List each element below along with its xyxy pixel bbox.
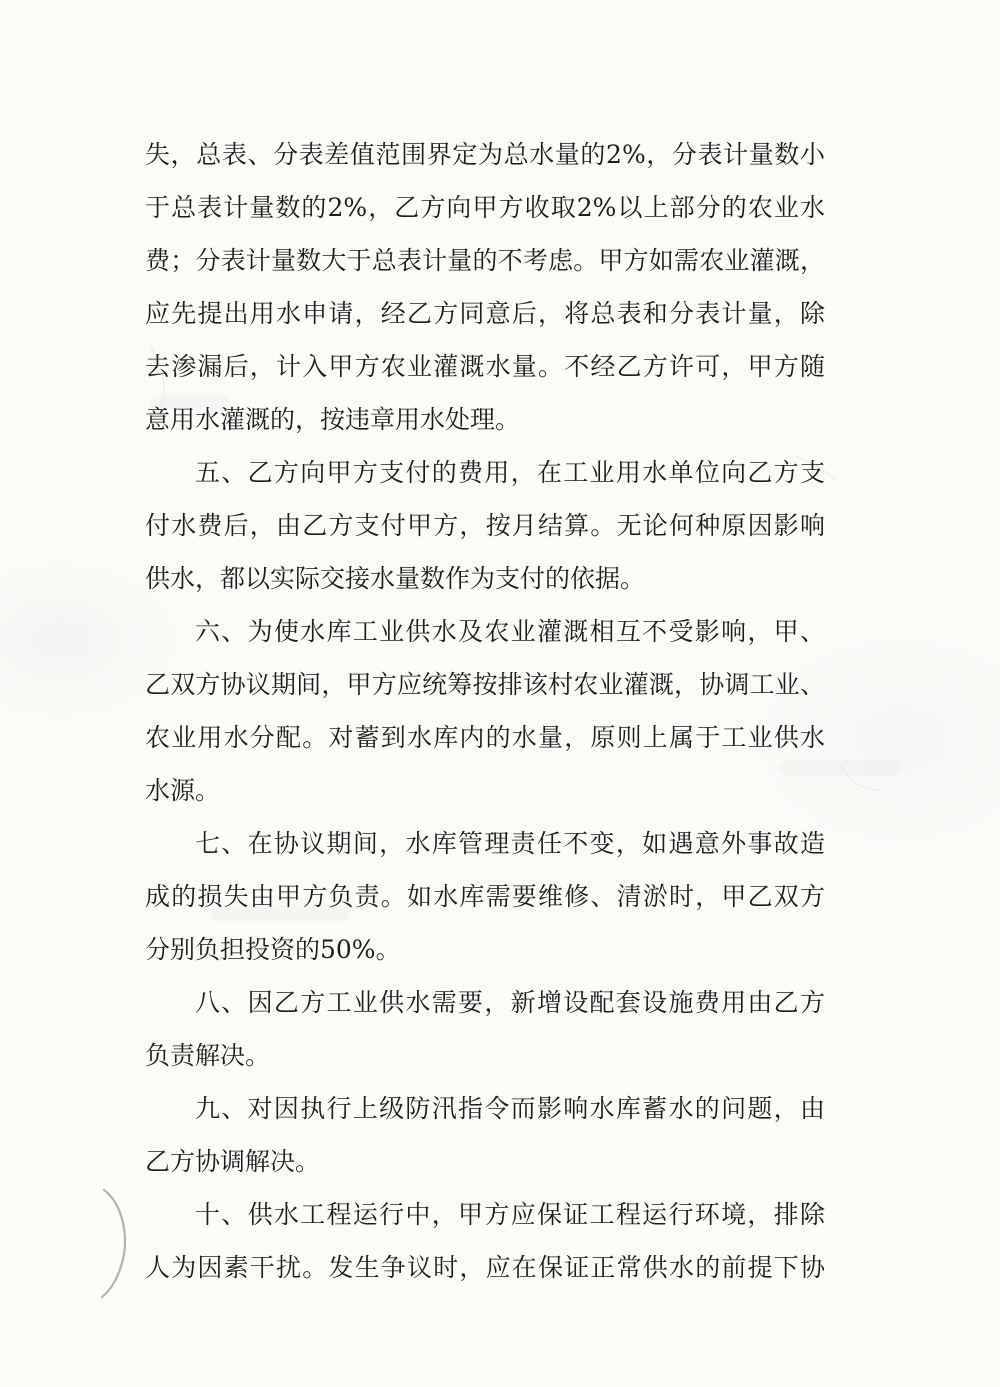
document-line: 去渗漏后，计入甲方农业灌溉水量。不经乙方许可，甲方随 xyxy=(145,352,825,381)
document-line: 费；分表计量数大于总表计量的不考虑。甲方如需农业灌溉， xyxy=(145,246,825,275)
document-line: 七、在协议期间，水库管理责任不变，如遇意外事故造 xyxy=(195,829,825,858)
document-line: 供水，都以实际交接水量数作为支付的依据。 xyxy=(145,564,646,593)
document-line: 于总表计量数的2%，乙方向甲方收取2%以上部分的农业水 xyxy=(145,193,825,222)
document-line: 十、供水工程运行中，甲方应保证工程运行环境，排除 xyxy=(195,1200,825,1229)
document-line: 农业用水分配。对蓄到水库内的水量，原则上属于工业供水 xyxy=(145,723,825,752)
document-line: 负责解决。 xyxy=(145,1041,271,1070)
document-line: 人为因素干扰。发生争议时，应在保证正常供水的前提下协 xyxy=(145,1253,825,1282)
document-line: 乙双方协议期间，甲方应统筹按排该村农业灌溉，协调工业、 xyxy=(145,670,825,699)
document-line: 九、对因执行上级防汛指令而影响水库蓄水的问题，由 xyxy=(195,1094,825,1123)
document-line: 乙方协调解决。 xyxy=(145,1147,321,1176)
document-line: 成的损失由甲方负责。如水库需要维修、清淤时，甲乙双方 xyxy=(145,882,825,911)
document-line: 付水费后，由乙方支付甲方，按月结算。无论何种原因影响 xyxy=(145,511,825,540)
document-line: 水源。 xyxy=(145,776,221,805)
document-line: 意用水灌溉的，按违章用水处理。 xyxy=(145,405,521,434)
document-line: 失，总表、分表差值范围界定为总水量的2%，分表计量数小 xyxy=(145,140,825,169)
document-line: 六、为使水库工业供水及农业灌溉相互不受影响，甲、 xyxy=(195,617,825,646)
document-text xyxy=(145,128,825,1294)
document-line: 八、因乙方工业供水需要，新增设配套设施费用由乙方 xyxy=(195,988,825,1017)
document-line: 分别负担投资的50%。 xyxy=(145,935,401,964)
document-line: 应先提出用水申请，经乙方同意后，将总表和分表计量，除 xyxy=(145,299,825,328)
document-line: 五、乙方向甲方支付的费用，在工业用水单位向乙方支 xyxy=(195,458,825,487)
